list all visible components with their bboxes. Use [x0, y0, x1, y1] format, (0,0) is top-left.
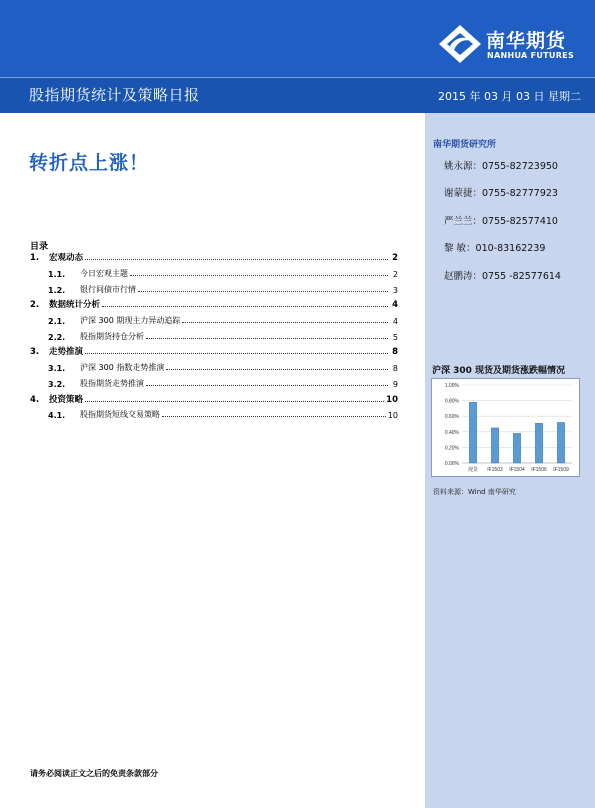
toc-leader [85, 353, 388, 354]
x-tick-label: IF1506 [531, 467, 547, 473]
toc-number: 4. [30, 395, 40, 405]
toc-entry[interactable] [30, 298, 398, 310]
toc-entry[interactable] [30, 251, 398, 263]
toc-leader [85, 259, 388, 260]
y-tick-label: 0.20% [444, 445, 459, 452]
toc-entry[interactable] [48, 330, 398, 342]
toc-label: 今日宏观主题 [80, 269, 128, 278]
toc-number: 1. [30, 253, 40, 263]
toc-page: 9 [392, 380, 398, 389]
y-tick-label: 0.40% [444, 429, 459, 436]
toc-number: 2. [30, 300, 40, 310]
x-tick-label: IF1504 [509, 467, 525, 473]
toc-leader [182, 322, 388, 323]
toc-page: 4 [392, 300, 398, 310]
toc-label: 宏观动态 [49, 253, 84, 263]
toc-leader [102, 306, 388, 307]
analyst-contact: 严兰兰：0755-82577410 [444, 216, 558, 227]
chart-title: 沪深 300 现货及期货涨跌幅情况 [432, 366, 566, 376]
divider [0, 77, 595, 78]
analyst-contact: 姚永源：0755-82723950 [444, 161, 558, 172]
bar-chart [432, 379, 579, 476]
logo-text-cn: 南华期货 [486, 30, 567, 52]
toc-leader [146, 338, 388, 339]
toc-entry[interactable] [48, 314, 398, 326]
toc-number: 1.1. [48, 270, 66, 279]
analyst-contact: 赵鹏涛：0755 -82577614 [444, 271, 561, 282]
toc-label: 沪深 300 指数走势推演 [80, 363, 165, 372]
research-institute-name: 南华期货研究所 [433, 140, 497, 150]
nanhua-logo-icon [438, 24, 482, 64]
toc-entry[interactable] [48, 283, 398, 295]
toc-page: 10 [386, 395, 398, 405]
y-tick-label: 0.60% [444, 414, 459, 421]
y-tick-label: 0.00% [444, 461, 459, 467]
toc-label: 走势推演 [49, 347, 84, 357]
company-logo [438, 24, 580, 68]
x-tick-label: IF1509 [553, 467, 569, 473]
toc-label: 股指期货短线交易策略 [80, 410, 160, 419]
toc-entry[interactable] [48, 267, 398, 279]
page-headline: 转折点上涨！ [29, 152, 150, 174]
toc-leader [146, 385, 388, 386]
disclaimer-note: 请务必阅读正文之后的免责条款部分 [30, 769, 158, 778]
chart-frame [431, 378, 580, 477]
report-title: 股指期货统计及策略日报 [29, 86, 200, 104]
toc-entry[interactable] [48, 408, 398, 420]
toc-title: 目录 [30, 242, 49, 252]
y-tick-label: 0.80% [444, 398, 459, 405]
report-date: 2015 年 03 月 03 日 星期二 [438, 90, 581, 103]
y-tick-label: 1.00% [444, 383, 459, 389]
toc-label: 股指期货走势推演 [80, 379, 144, 388]
bar [557, 422, 564, 463]
x-tick-label: 现货 [467, 467, 479, 473]
toc-leader [166, 369, 388, 370]
toc-number: 2.2. [48, 333, 66, 342]
analyst-contact: 谢蒙捷：0755-82777923 [444, 188, 558, 199]
bar [491, 428, 498, 463]
toc-label: 股指期货持仓分析 [80, 332, 144, 341]
toc-number: 2.1. [48, 317, 66, 326]
toc-leader [162, 416, 386, 417]
toc-page: 2 [392, 270, 398, 279]
toc-page: 4 [392, 317, 398, 326]
chart-source: 资料来源：Wind 南华研究 [433, 488, 516, 496]
toc-label: 投资策略 [49, 395, 84, 405]
toc-entry[interactable] [30, 345, 398, 357]
toc-number: 3.2. [48, 380, 66, 389]
toc-page: 5 [392, 333, 398, 342]
toc-page: 10 [387, 411, 398, 420]
toc-number: 1.2. [48, 286, 66, 295]
bar [513, 433, 520, 463]
toc-page: 8 [392, 364, 398, 373]
toc-number: 3. [30, 347, 40, 357]
toc-label: 沪深 300 期现主力异动追踪 [80, 316, 181, 325]
toc-leader [130, 275, 388, 276]
toc-entry[interactable] [48, 377, 398, 389]
analyst-contact: 黎 敏：010-83162239 [444, 243, 546, 254]
toc-page: 2 [392, 253, 398, 263]
toc-page: 8 [392, 347, 398, 357]
toc-page: 3 [392, 286, 398, 295]
bar [535, 423, 542, 463]
toc-entry[interactable] [48, 361, 398, 373]
toc-entry[interactable] [30, 393, 398, 405]
toc-label: 数据统计分析 [49, 300, 101, 310]
bar [469, 402, 476, 463]
toc-leader [138, 291, 388, 292]
logo-text-en: NANHUA FUTURES [487, 51, 575, 60]
toc-label: 银行间债市行情 [80, 285, 136, 294]
toc-number: 4.1. [48, 411, 66, 420]
toc-leader [85, 401, 384, 402]
toc-number: 3.1. [48, 364, 66, 373]
x-tick-label: IF1503 [487, 467, 503, 473]
